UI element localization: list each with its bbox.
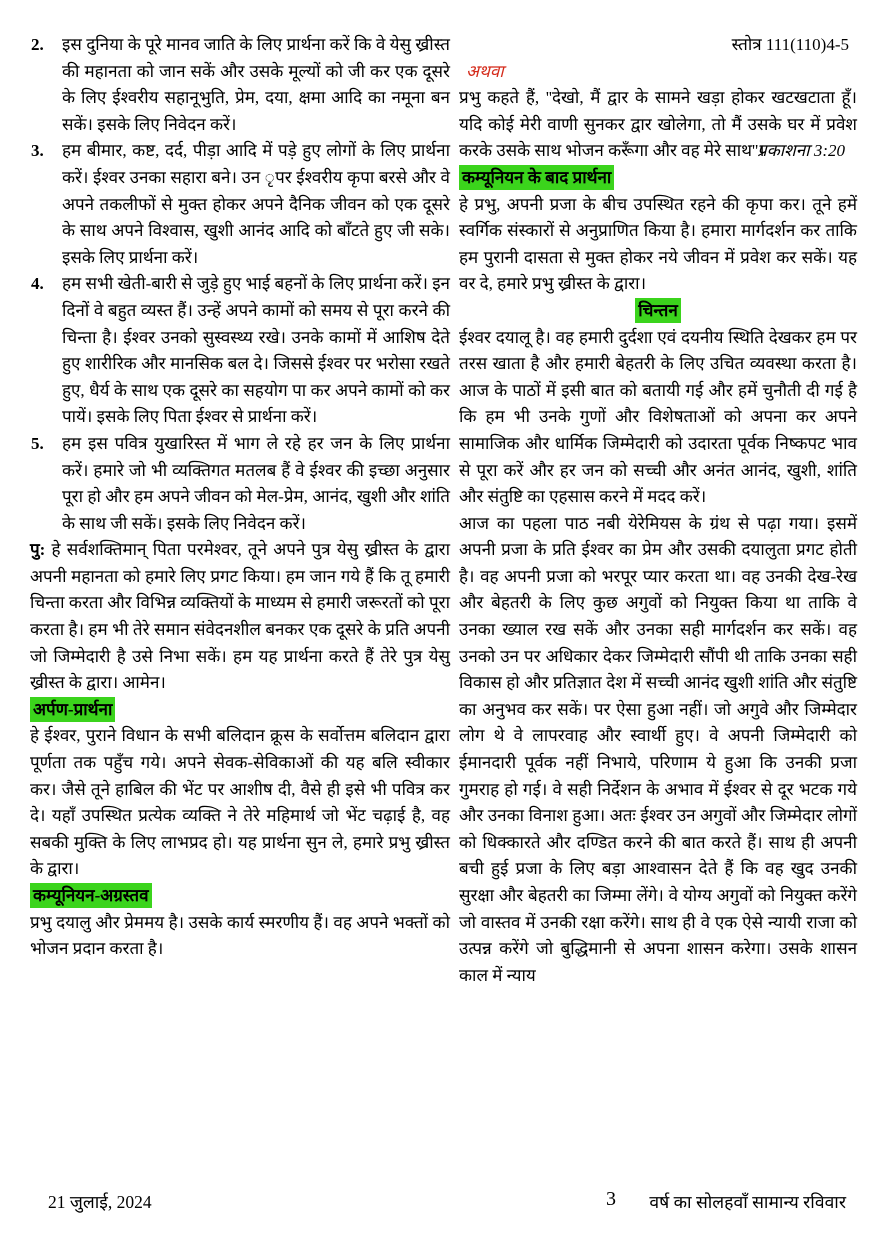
reflection-heading: चिन्तन [635,298,681,323]
communion-antiphon-text: प्रभु दयालु और प्रेममय है। उसके कार्य स्मरणीय हैं। वह अपने भक्तों को भोजन प्रदान करता है। [30,912,450,959]
scripture-citation: प्रकाशना 3:20 [757,141,845,161]
petition-number: 4. [31,274,44,294]
communion-antiphon-heading: कम्यूनियन-अग्रस्तव [30,883,152,908]
communion-antiphon-heading-row [30,883,450,910]
petition-text: हम सभी खेती-बारी से जुड़े हुए भाई बहनों के लिए प्रार्थना करें। इन दिनों वे बहुत व्यस्त हैं। उन्हें अपने कामों को समय से पूरा करने की चिन्ता है। ईश्वर उनको सुस्वस्थ्य रखे। उनके कामों में आशिष देते हुए शारीरिक और मानसिक बल दे। जिससे ईश्वर पर भरोसा रखते हुए, धैर्य के साथ एक दूसरे का सहयोग पा कर अपने कामों को कर पायें। इसके लिए पिता ईश्वर से प्रार्थना करें। [62,274,450,427]
alternative-label: अथवा [466,61,504,81]
right-column [459,32,857,989]
petition-number: 3. [31,141,44,161]
reflection-paragraph-1: ईश्वर दयालू है। वह हमारी दुर्दशा एवं दयनीय स्थिति देखकर हम पर तरस खाता है और हमारी बेहतरी के लिए उचित व्यवस्था करता है। आज के पाठों में इसी बात को बतायी गई और हमें चुनौती दी गई है कि हम भी उनके गुणों और विशेषताओं को अपना कर अपने सामाजिक और धार्मिक जिम्मेदारी को उदारता पूर्वक निष्कपट भाव से पूरा करें और हर जन को सच्ची और अनंत आनंद, खुशी, शांति और संतुष्टि का एहसास करने में मदद करें। [459,327,857,507]
priest-prayer [30,537,450,697]
priest-prayer-text: हे सर्वशक्तिमान् पिता परमेश्वर, तूने अपने पुत्र येसु ख्रीस्त के द्वारा अपनी महानता को हमारे लिए प्रगट किया। हम जान गये हैं कि तू हमारी चिन्ता करता और विभिन्न व्यक्तियों के माध्यम से हमारी जरूरतों को पूरा करता है। हम भी तेरे समान संवेदनशील बनकर एक दूसरे के प्रति अपनी जो जिम्मेदारी है उसे निभा सकें। हम यह प्रार्थना करते हैं तेरे पुत्र येसु ख्रीस्त के द्वारा। आमेन। [30,540,450,693]
petition-text: इस दुनिया के पूरे मानव जाति के लिए प्रार्थना करें कि वे येसु ख्रीस्त की महानता को जान सकें और उसके मूल्यों को जी कर एक दूसरे के लिए ईश्वरीय सहानूभुति, प्रेम, दया, क्षमा आदि का नमूना बन सकें। इसके लिए निवेदन करें। [62,35,450,134]
petition-item-2 [30,32,450,138]
post-communion-heading-row [459,165,857,192]
reflection-heading-row [459,298,857,325]
alternative-antiphon-text: प्रभु कहते हैं, ''देखो, मैं द्वार के सामने खड़ा होकर खटखटाता हूँ। यदि कोई मेरी वाणी सुनकर द्वार खोलेगा, तो मैं उसके घर में प्रवेश करके उसके साथ भोजन करूँगा और वह मेरे साथ''। [459,88,857,161]
petition-text: हम इस पवित्र युखारिस्त में भाग ले रहे हर जन के लिए प्रार्थना करें। हमारे जो भी व्यक्तिगत मतलब हैं वे ईश्वर की इच्छा अनुसार पूरा हो और हम अपने जीवन को मेल-प्रेम, आनंद, खुशी और शांति के साथ जी सकें। इसके लिए निवेदन करें। [62,433,450,533]
reflection-paragraph-2: आज का पहला पाठ नबी येरेमियस के ग्रंथ से पढ़ा गया। इसमें अपनी प्रजा के प्रति ईश्वर का प्रेम और उसकी दयालुता प्रगट होती है। वह अपनी प्रजा को भरपूर प्यार करता था। वह उनकी देख-रेख और बेहतरी के लिए कुछ अगुवों को नियुक्त किया था ताकि वे उनका ख्याल रख सकें और उनका सही मार्गदर्शन कर सकें। वह उनको उन पर अधिकार देकर जिम्मेदारी सौंपी थी ताकि उनका सही विकास हो और प्रतिज्ञात देश में सच्ची आनंद खुशी शांति और संतुष्टि का अनुभव कर सकें। पर ऐसा हुआ नहीं। जो अगुवे और जिम्मेदार लोग थे वे लापरवाह और स्वार्थी हुए। वे अपनी जिम्मेदारी को ईमानदारी पूर्वक नहीं निभाये, परिणाम ये हुआ कि उनकी प्रजा गुमराह हो गई। वे सही निर्देशन के अभाव में ईश्वर से दूर भटक गये और उनका विनाश हुआ। अतः ईश्वर उन अगुवों और जिम्मेदार लोगों को धिक्कारते और दण्डित करने की बात करते हैं। साथ ही अपनी बची हुई प्रजा के लिए बड़ा आश्वासन देते हैं कि वह खुद उनकी सुरक्षा और बेहतरी का जिम्मा लेंगे। वे योग्य अगुवों को नियुक्त करेंगे जो वास्तव में उनकी रक्षा करेंगे। साथ ही वे एक ऐसे न्यायी राजा को उत्पन्न करेंगे जो बुद्धिमानी से अपना शासन करेगा। उसके शासन काल में न्याय [459,513,857,985]
left-column [30,32,450,989]
offering-prayer-text: हे ईश्वर, पुराने विधान के सभी बलिदान क्रूस के सर्वोत्तम बलिदान द्वारा पूर्णता तक पहुँच गये। अपने सेवक-सेविकाओं की यह बलि स्वीकार कर। जैसे तूने हाबिल की भेंट पर आशीष दी, वैसे ही इसे भी पवित्र कर दे। यहाँ उपस्थित प्रत्येक व्यक्ति ने तेरे महिमार्थ जो भेंट चढ़ाई है, वह सबकी मुक्ति के लिए लाभप्रद हो। यह प्रार्थना सुन ले, हमारे प्रभु ख्रीस्त के द्वारा। [30,726,450,879]
priest-prayer-leader: पु: [30,540,46,560]
post-communion-heading: कम्यूनियन के बाद प्रार्थना [459,165,614,190]
petition-item-4 [30,271,450,431]
page-footer [0,1190,878,1224]
petition-item-5 [30,431,450,537]
offering-heading-row [30,697,450,724]
psalm-reference: स्तोत्र 111(110)4-5 [731,35,849,54]
petition-item-3 [30,138,450,271]
petition-number: 5. [31,433,44,453]
petition-text: हम बीमार, कष्ट, दर्द, पीड़ा आदि में पड़े हुए लोगों के लिए प्रार्थना करें। ईश्वर उनका सहारा बने। उन ृपर ईश्वरीय कृपा बरसे और वे अपने तकलीफों से मुक्त होकर अपने दैनिक जीवन को एक दूसरे के साथ अपने विश्वास, खुशी आनंद आदि को बाँटते हुए जी सके। इसके लिए प्रार्थना करें। [62,141,450,267]
offering-heading: अर्पण-प्रार्थना [30,697,115,722]
footer-date: 21 जुलाई, 2024 [48,1192,152,1212]
post-communion-text: हे प्रभु, अपनी प्रजा के बीच उपस्थित रहने की कृपा कर। तूने हमें स्वर्गिक संस्कारों से अनुप्राणित किया है। हमारा मार्गदर्शन कर ताकि हम पुरानी दासता से मुक्त होकर नये जीवन में प्रवेश कर सकें। यह वर दे, हमारे प्रभु ख्रीस्त के द्वारा। [459,194,857,294]
petition-number: 2. [31,35,44,54]
two-column-layout [30,32,857,989]
footer-sunday-title: वर्ष का सोलहवाँ सामान्य रविवार [649,1192,846,1212]
footer-page-number: 3 [606,1188,616,1210]
